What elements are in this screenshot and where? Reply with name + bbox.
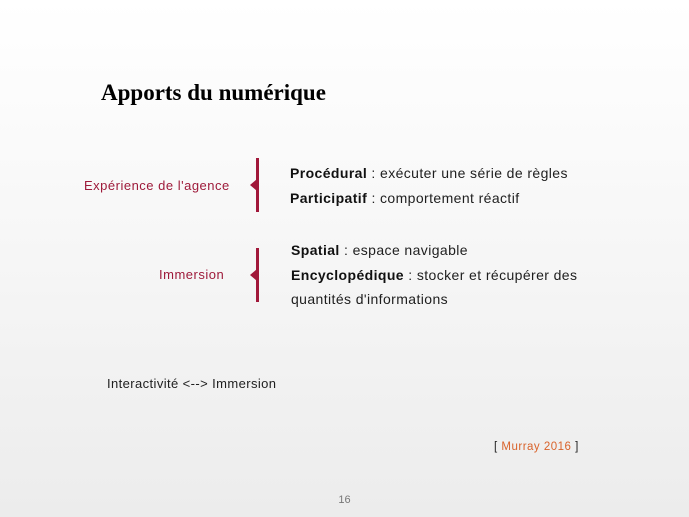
list-item — [291, 238, 577, 263]
list-item — [290, 161, 568, 186]
bracket-arrow-icon — [250, 269, 257, 281]
citation-close-bracket: ] — [571, 441, 579, 453]
bracket-arrow-icon — [250, 179, 257, 191]
item-text: : stocker et récupérer des — [403, 266, 578, 283]
group-items-agence — [290, 161, 568, 210]
list-item — [291, 287, 577, 312]
citation-ref: Murray 2016 — [501, 441, 572, 453]
group-items-immersion — [291, 238, 577, 312]
item-term: Procédural — [290, 165, 368, 181]
page-number: 16 — [338, 494, 351, 506]
slide-title: Apports du numérique — [101, 80, 326, 105]
item-term: Participatif — [290, 189, 368, 206]
citation — [494, 441, 579, 453]
group-label-agence: Expérience de l'agence — [84, 178, 230, 193]
group-label-immersion: Immersion — [159, 267, 225, 282]
item-term: Spatial — [291, 242, 340, 258]
item-text: : exécuter une série de règles — [367, 165, 568, 181]
list-item — [291, 263, 577, 288]
interactivity-note: Interactivité <--> Immersion — [107, 376, 277, 391]
item-text: quantités d'informations — [291, 291, 449, 307]
citation-open-bracket: [ — [494, 441, 502, 453]
item-text: : comportement réactif — [367, 189, 520, 206]
item-text: : espace navigable — [339, 242, 468, 258]
item-term: Encyclopédique — [291, 266, 404, 283]
list-item — [290, 186, 568, 211]
